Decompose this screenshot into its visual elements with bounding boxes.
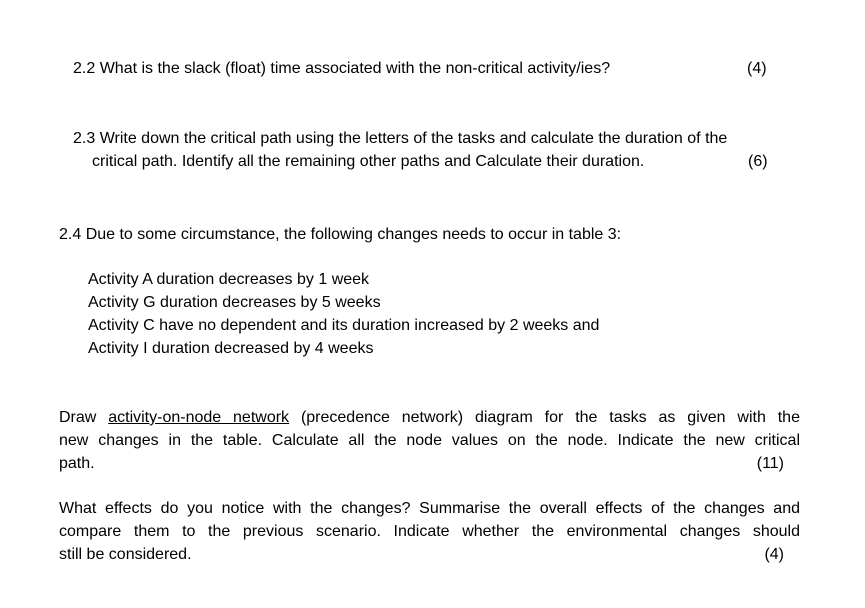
question-2-2-marks: (4) — [747, 60, 767, 77]
change-item: Activity G duration decreases by 5 weeks — [88, 294, 381, 311]
draw-line-1 — [59, 406, 800, 429]
question-2-2-text: 2.2 What is the slack (float) time associated with the non-critical activity/ies? — [73, 60, 611, 77]
change-item: Activity C have no dependent and its duration increased by 2 weeks and — [88, 317, 600, 334]
draw-line-2: new changes in the table. Calculate all the node values on the node. Indicate the new critical — [59, 432, 800, 449]
effects-marks: (4) — [764, 546, 784, 563]
changes-list — [88, 268, 599, 360]
draw-line-1-rest: (precedence network) diagram for the tasks as given with the — [300, 409, 800, 426]
activity-on-node-term: activity-on-node network — [108, 409, 290, 426]
question-2-4-intro: 2.4 Due to some circumstance, the following changes needs to occur in table 3: — [59, 226, 622, 243]
effects-line-3-text: still be considered. — [59, 546, 192, 563]
effects-line-2: compare them to the previous scenario. Indicate whether the environmental changes should — [59, 523, 800, 540]
draw-prefix: Draw — [59, 409, 97, 426]
question-2-3-line-1: 2.3 Write down the critical path using the letters of the tasks and calculate the duration of the — [73, 130, 728, 147]
draw-line-3 — [59, 452, 800, 475]
effects-line-3 — [59, 543, 800, 566]
draw-marks: (11) — [756, 455, 784, 472]
question-2-2 — [73, 57, 610, 80]
question-2-3-line-2: critical path. Identify all the remaining other paths and Calculate their duration. — [92, 153, 645, 170]
change-item: Activity I duration decreased by 4 weeks — [88, 340, 374, 357]
effects-line-1: What effects do you notice with the changes? Summarise the overall effects of the changes and — [59, 500, 800, 517]
question-2-3-marks: (6) — [748, 153, 768, 170]
draw-line-3-text: path. — [59, 455, 95, 472]
draw-instruction — [59, 406, 800, 475]
change-item: Activity A duration decreases by 1 week — [88, 271, 370, 288]
effects-question — [59, 497, 800, 566]
